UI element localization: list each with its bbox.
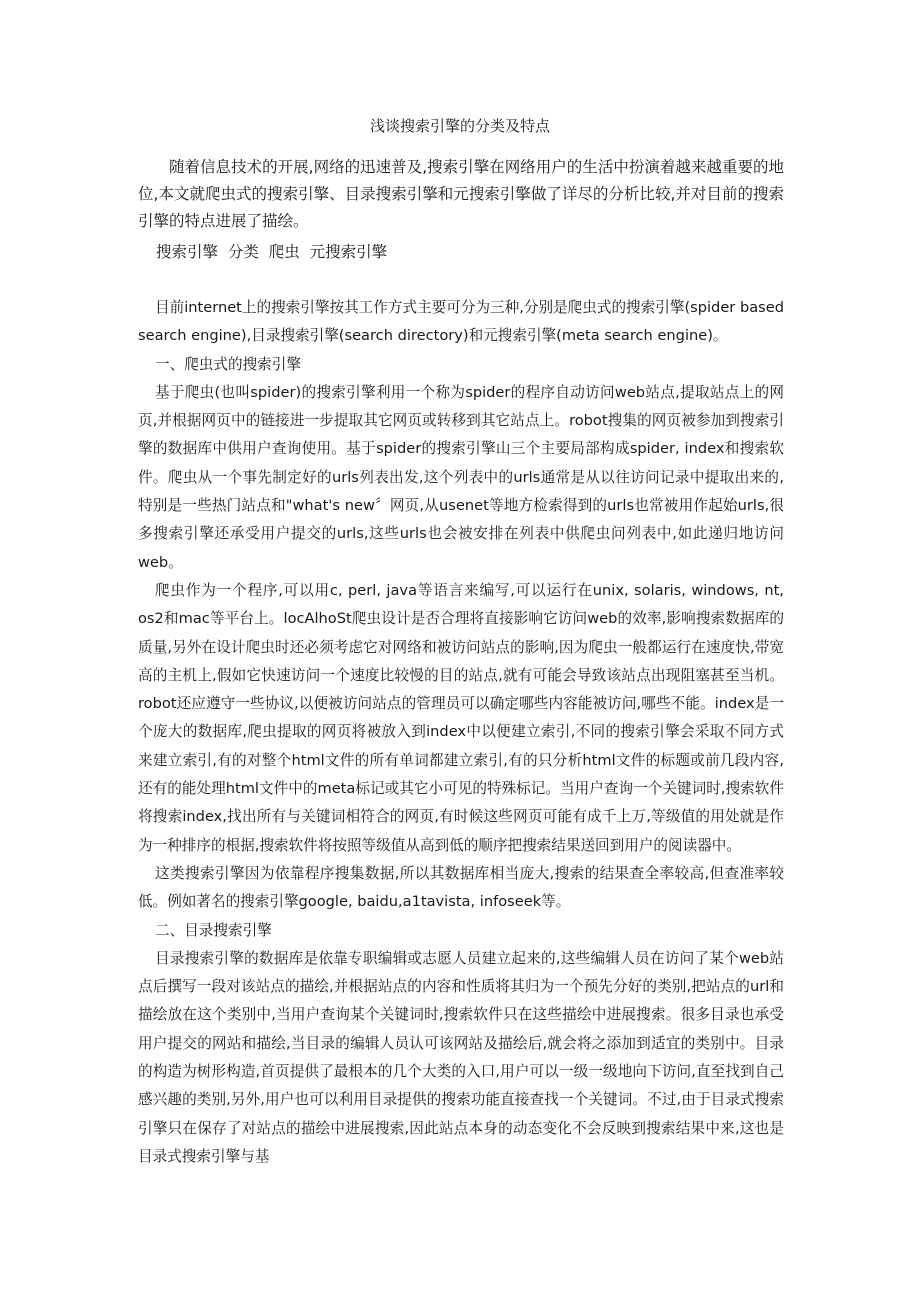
document-title: 浅谈搜索引擎的分类及特点: [369, 117, 550, 135]
abstract-paragraph: 随着信息技术的开展,网络的迅速普及,搜索引擎在网络用户的生活中扮演着越来越重要的地位,本文就爬虫式的搜索引擎、目录搜索引擎和元搜索引擎做了详尽的分析比较,并对目前的搜索引擎的特点进展了描绘。: [138, 158, 784, 230]
document-body: [138, 294, 784, 1171]
directory-paragraph-1: 目录搜索引擎的数据库是依靠专职编辑或志愿人员建立起来的,这些编辑人员在访问了某个web站点后撰写一段对该站点的描绘,并根据站点的内容和性质将其归为一个预先分好的类别,把站点的url和描绘放在这个类别中,当用户查询某个关键词时,搜索软件只在这些描绘中进展搜索。很多目录也承受用户提交的网站和描绘,当目录的编辑人员认可该网站及描绘后,就会将之添加到适宜的类别中。目录的构造为树形构造,首页提供了最根本的几个大类的入口,用户可以一级一级地向下访问,直至找到自己感兴趣的类别,另外,用户也可以利用目录提供的搜索功能直接查找一个关键词。不过,由于目录式搜索引擎只在保存了对站点的描绘中进展搜索,因此站点本身的动态变化不会反映到搜索结果中来,这也是目录式搜索引擎与基: [138, 949, 784, 1165]
section-heading-crawler: 一、爬虫式的搜索引擎: [155, 355, 301, 373]
section-heading-directory: 二、目录搜索引擎: [155, 921, 272, 939]
crawler-paragraph-3: 这类搜索引擎因为依靠程序搜集数据,所以其数据库相当庞大,搜索的结果查全率较高,但查准率较低。例如著名的搜索引擎google, baidu,a1tavista, infoseek等。: [138, 864, 784, 911]
keywords-line: 搜索引擎 分类 爬虫 元搜索引擎: [156, 243, 388, 261]
crawler-paragraph-1: 基于爬虫(也叫spider)的搜索引擎利用一个称为spider的程序自动访问web站点,提取站点上的网页,并根据网页中的链接进一步提取其它网页或转移到其它站点上。robot搜集的网页被参加到搜索引擎的数据库中供用户查询使用。基于spider的搜索引擎山三个主要局部构成spider, index和搜索软件。爬虫从一个事先制定好的urls列表出发,这个列表中的urls通常是从以往访问记录中提取出来的,特别是一些热门站点和"what's new〞网页,从usenet等地方检索得到的urls也常被用作起始urls,很多搜索引擎还承受用户提交的urls,这些urls也会被安排在列表中供爬虫问列表中,如此递归地访问web。: [138, 383, 784, 571]
crawler-paragraph-2: 爬虫作为一个程序,可以用c, perl, java等语言来编写,可以运行在unix, solaris, windows, nt, os2和mac等平台上。locAlhoSt爬虫设计是否合理将直接影响它访问web的效率,影响搜索数据库的质量,另外在设计爬虫时还必须考虑它对网络和被访问站点的影响,因为爬虫一般都运行在速度快,带宽高的主机上,假如它快速访问一个速度比较慢的目的站点,就有可能会导致该站点出现阻塞甚至当机。robot还应遵守一些协议,以便被访问站点的管理员可以确定哪些内容能被访问,哪些不能。index是一个庞大的数据库,爬虫提取的网页将被放入到index中以便建立索引,不同的搜索引擎会采取不同方式来建立索引,有的对整个html文件的所有单词都建立索引,有的只分析html文件的标题或前几段内容,还有的能处理html文件中的meta标记或其它小可见的特殊标记。当用户查询一个关键词时,搜索软件将搜索index,找出所有与关键词相符合的网页,有时候这些网页可能有成千上万,等级值的用处就是作为一种排序的根据,搜索软件将按照等级值从高到低的顺序把搜索结果送回到用户的阅读器中。: [138, 581, 784, 854]
intro-paragraph: 目前internet上的搜索引擎按其工作方式主要可分为三种,分别是爬虫式的搜索引擎(spider based search engine),目录搜索引擎(search directory)和元搜索引擎(meta search engine)。: [138, 299, 784, 345]
